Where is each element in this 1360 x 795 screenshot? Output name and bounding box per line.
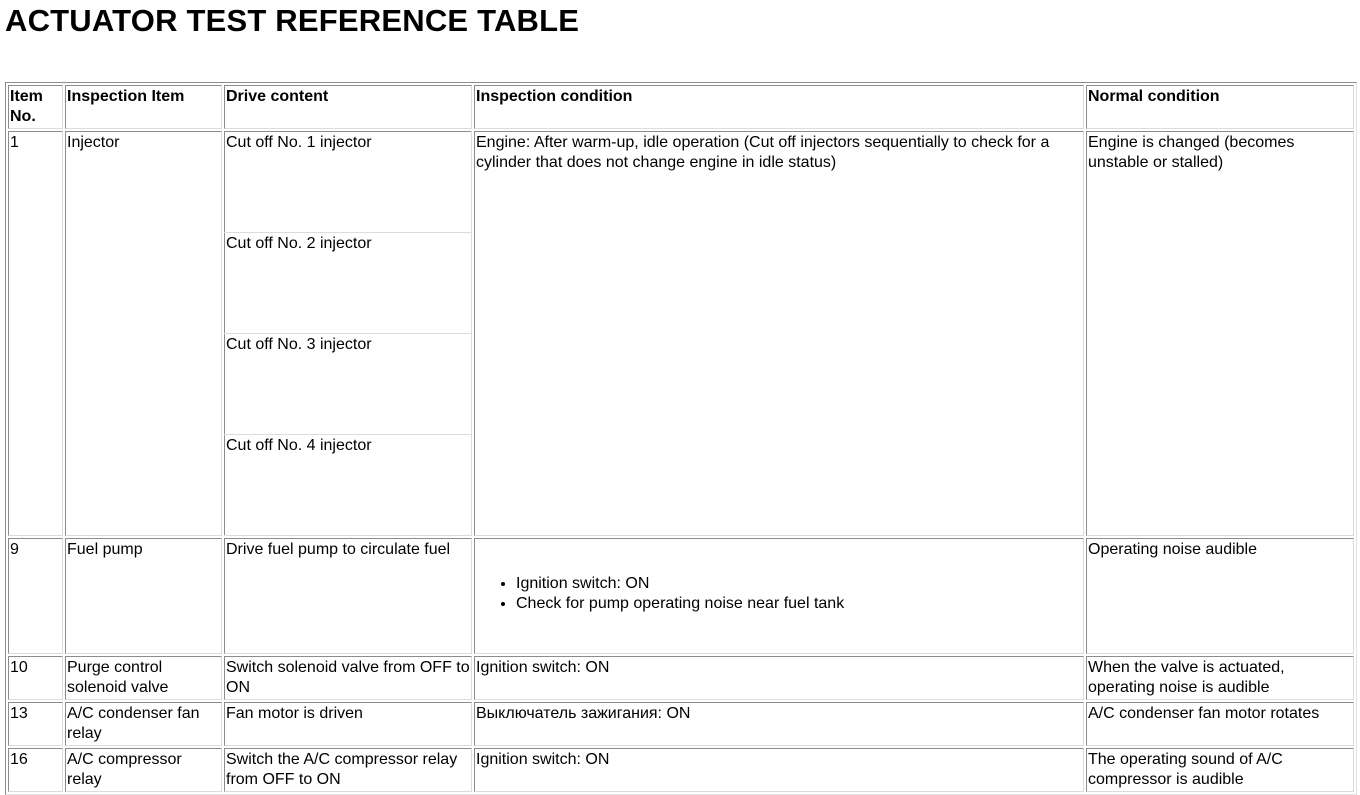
list-item: • Ignition switch: ON xyxy=(516,574,1082,594)
inspection-condition-list xyxy=(476,574,1082,614)
header-normal-condition: Normal condition xyxy=(1086,85,1354,129)
table-row xyxy=(8,538,1354,654)
table-header-row xyxy=(8,85,1354,129)
cell-inspection-item: Fuel pump xyxy=(65,538,222,654)
cell-inspection-condition: Ignition switch: ON xyxy=(474,748,1084,792)
table-row xyxy=(8,656,1354,700)
drive-content-subtable xyxy=(224,131,472,536)
header-drive-content: Drive content xyxy=(224,85,472,129)
drive-content-item: Cut off No. 1 injector xyxy=(225,132,472,233)
drive-content-item: Cut off No. 4 injector xyxy=(225,435,472,536)
cell-inspection-condition: Выключатель зажигания: ON xyxy=(474,702,1084,746)
cell-inspection-item: Purge control solenoid valve xyxy=(65,656,222,700)
cell-drive-content: Switch the A/C compressor relay from OFF to ON xyxy=(224,748,472,792)
cell-normal-condition: Engine is changed (becomes unstable or stalled) xyxy=(1086,131,1354,536)
cell-inspection-item: A/C compressor relay xyxy=(65,748,222,792)
cell-normal-condition: The operating sound of A/C compressor is audible xyxy=(1086,748,1354,792)
cell-item-no: 10 xyxy=(8,656,63,700)
cell-drive-content: Fan motor is driven xyxy=(224,702,472,746)
table-row xyxy=(8,748,1354,792)
header-inspection-condition: Inspection condition xyxy=(474,85,1084,129)
cell-inspection-item: Injector xyxy=(65,131,222,536)
drive-content-item: Cut off No. 3 injector xyxy=(225,334,472,435)
cell-normal-condition: A/C condenser fan motor rotates xyxy=(1086,702,1354,746)
cell-item-no: 1 xyxy=(8,131,63,536)
actuator-test-table xyxy=(5,82,1357,795)
cell-item-no: 13 xyxy=(8,702,63,746)
cell-inspection-condition xyxy=(474,538,1084,654)
drive-content-item: Cut off No. 2 injector xyxy=(225,233,472,334)
cell-drive-content: Drive fuel pump to circulate fuel xyxy=(224,538,472,654)
cell-item-no: 16 xyxy=(8,748,63,792)
cell-inspection-condition: Engine: After warm-up, idle operation (Cut off injectors sequentially to check for a cylinder that does not change engine in idle status) xyxy=(474,131,1084,536)
header-inspection-item: Inspection Item xyxy=(65,85,222,129)
cell-normal-condition: Operating noise audible xyxy=(1086,538,1354,654)
cell-item-no: 9 xyxy=(8,538,63,654)
cell-drive-content: Switch solenoid valve from OFF to ON xyxy=(224,656,472,700)
list-item: • Check for pump operating noise near fuel tank xyxy=(516,594,1082,614)
cell-inspection-condition: Ignition switch: ON xyxy=(474,656,1084,700)
page-title: ACTUATOR TEST REFERENCE TABLE xyxy=(5,3,580,38)
cell-normal-condition: When the valve is actuated, operating noise is audible xyxy=(1086,656,1354,700)
header-item-no: Item No. xyxy=(8,85,63,129)
cell-drive-content xyxy=(224,131,472,536)
table-row xyxy=(8,131,1354,536)
table-row xyxy=(8,702,1354,746)
cell-inspection-item: A/C condenser fan relay xyxy=(65,702,222,746)
